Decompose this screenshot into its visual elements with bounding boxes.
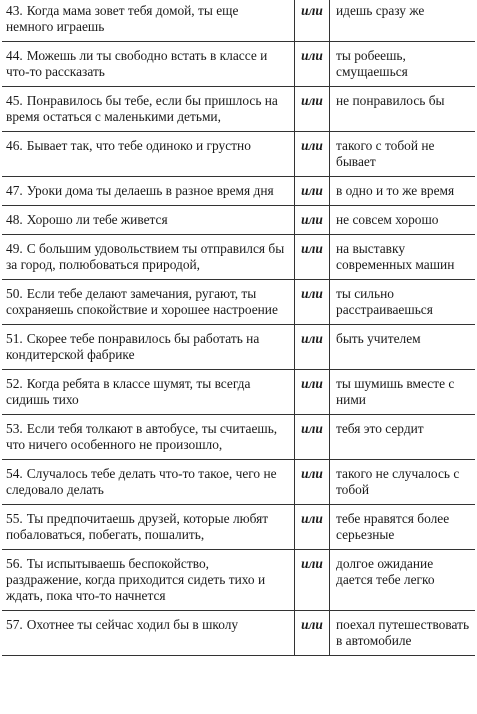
question-cell [2, 505, 295, 550]
or-connector: или [295, 177, 330, 206]
question-cell [2, 132, 295, 177]
question-text: Когда мама зовет тебя домой, ты еще немного играешь [6, 3, 239, 34]
questionnaire-body [2, 0, 475, 656]
or-connector: или [295, 280, 330, 325]
question-text: Ты предпочитаешь друзей, которые любят побаловаться, побегать, пошалить, [6, 511, 269, 542]
alternative-answer: ты робеешь, смущаешься [330, 42, 476, 87]
or-connector: или [295, 370, 330, 415]
alternative-answer: такого с тобой не бывает [330, 132, 476, 177]
alternative-answer: поехал путешествовать в автомобиле [330, 611, 476, 656]
or-connector: или [295, 0, 330, 42]
question-row [2, 611, 475, 656]
question-text: Случалось тебе делать что-то такое, чего не следовало делать [6, 466, 277, 497]
or-connector: или [295, 206, 330, 235]
alternative-answer: в одно и то же время [330, 177, 476, 206]
question-cell [2, 42, 295, 87]
question-text: Скорее тебе понравилось бы работать на кондитерской фабрике [6, 331, 260, 362]
question-text: Понравилось бы тебе, если бы пришлось на время остаться с маленькими детьми, [6, 93, 278, 124]
question-text: Можешь ли ты свободно встать в классе и что-то рассказать [6, 48, 268, 79]
alternative-answer: на выставку современных машин [330, 235, 476, 280]
question-number: 54. [6, 466, 23, 481]
alternative-answer: идешь сразу же [330, 0, 476, 42]
question-text: С большим удовольствием ты отправился бы за город, полюбоваться природой, [6, 241, 285, 272]
question-cell [2, 177, 295, 206]
or-connector: или [295, 235, 330, 280]
or-connector: или [295, 325, 330, 370]
alternative-answer: ты шумишь вместе с ними [330, 370, 476, 415]
question-row [2, 505, 475, 550]
question-number: 56. [6, 556, 23, 571]
question-text: Когда ребята в классе шумят, ты всегда сидишь тихо [6, 376, 251, 407]
question-row [2, 415, 475, 460]
question-row [2, 280, 475, 325]
or-connector: или [295, 132, 330, 177]
question-cell [2, 611, 295, 656]
question-cell [2, 235, 295, 280]
question-text: Если тебя толкают в автобусе, ты считаешь, что ничего особенного не произошло, [6, 421, 278, 452]
question-cell [2, 280, 295, 325]
question-row [2, 0, 475, 42]
questionnaire-table [2, 0, 475, 656]
question-number: 47. [6, 183, 23, 198]
question-row [2, 132, 475, 177]
question-cell [2, 460, 295, 505]
alternative-answer: тебя это сердит [330, 415, 476, 460]
question-row [2, 550, 475, 611]
question-number: 44. [6, 48, 23, 63]
question-row [2, 325, 475, 370]
alternative-answer: такого не случалось с тобой [330, 460, 476, 505]
alternative-answer: ты сильно расстраиваешься [330, 280, 476, 325]
question-text: Охотнее ты сейчас ходил бы в школу [26, 617, 239, 632]
or-connector: или [295, 611, 330, 656]
or-connector: или [295, 460, 330, 505]
question-row [2, 42, 475, 87]
question-number: 57. [6, 617, 23, 632]
or-connector: или [295, 42, 330, 87]
question-number: 48. [6, 212, 23, 227]
question-cell [2, 415, 295, 460]
question-row [2, 460, 475, 505]
question-number: 55. [6, 511, 23, 526]
question-cell [2, 370, 295, 415]
question-text: Бывает так, что тебе одиноко и грустно [26, 138, 251, 153]
question-number: 43. [6, 3, 23, 18]
question-number: 45. [6, 93, 23, 108]
alternative-answer: тебе нравятся более серьезные [330, 505, 476, 550]
question-number: 50. [6, 286, 23, 301]
question-number: 51. [6, 331, 23, 346]
or-connector: или [295, 550, 330, 611]
question-text: Если тебе делают замечания, ругают, ты сохраняешь спокойствие и хорошее настроение [6, 286, 278, 317]
question-number: 53. [6, 421, 23, 436]
question-cell [2, 0, 295, 42]
question-number: 52. [6, 376, 23, 391]
question-row [2, 177, 475, 206]
alternative-answer: быть учителем [330, 325, 476, 370]
question-number: 46. [6, 138, 23, 153]
question-row [2, 370, 475, 415]
question-text: Хорошо ли тебе живется [26, 212, 168, 227]
question-cell [2, 325, 295, 370]
question-cell [2, 550, 295, 611]
question-row [2, 235, 475, 280]
alternative-answer: не понравилось бы [330, 87, 476, 132]
alternative-answer: долгое ожидание дается тебе легко [330, 550, 476, 611]
question-cell [2, 206, 295, 235]
or-connector: или [295, 87, 330, 132]
question-row [2, 206, 475, 235]
question-text: Уроки дома ты делаешь в разное время дня [26, 183, 274, 198]
question-cell [2, 87, 295, 132]
alternative-answer: не совсем хорошо [330, 206, 476, 235]
or-connector: или [295, 415, 330, 460]
question-number: 49. [6, 241, 23, 256]
question-row [2, 87, 475, 132]
or-connector: или [295, 505, 330, 550]
question-text: Ты испытываешь беспокойство, раздражение, когда приходится сидеть тихо и ждать, пока что-то начнется [6, 556, 266, 603]
